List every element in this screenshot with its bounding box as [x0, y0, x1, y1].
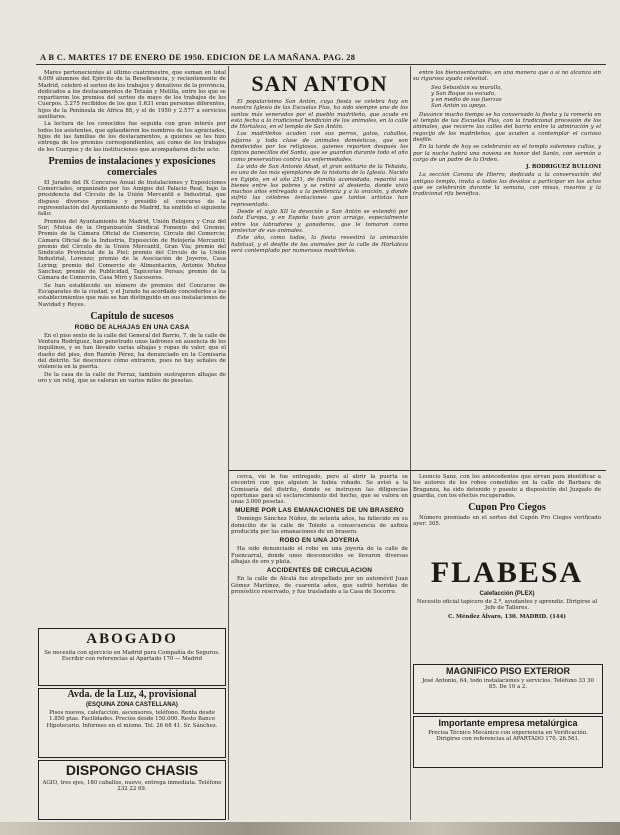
column-center-lower [231, 474, 408, 820]
scan-edge [0, 822, 620, 835]
article-paragraph: La sección Corona de Hierro, dedicada a la conservación del antiguo templo, invita a todos los devotos a participar en los actos que se celebrarán durante la semana, con misas, rosarios y la tradicional rifa benéfica. [413, 172, 601, 198]
headline-premios: Premios de instalaciones y exposiciones comerciales [48, 155, 216, 178]
column-right [413, 70, 601, 465]
article-paragraph: Este año, como todos, la fiesta revestirá la animación habitual, y el desfile de los animales por la calle de Hortaleza será contemplado por numerosos madrileños. [231, 235, 408, 254]
column-divider [410, 66, 411, 820]
article-paragraph: Duvance mucho tiempo se ha conservado la fiesta y la romería en el templo de las Escuelas Pías, con la tradicional procesión de los animales, que recorre las calles del barrio entre la admiración y el regocijo de los madrileños, que acuden a contemplar el curioso desfile. [413, 111, 601, 143]
article-paragraph: Se han establecido un número de premios del Concurso de Escaparates de la ciudad, y el Jurado ha acordado concederlos a los establecimientos que más se han distinguido en sus instalaciones de Navidad y Reyes. [38, 282, 226, 308]
ad-body: José Antonio, 64, todo instalaciones y servicios. Teléfono 33 30 85. De 10 a 2. [422, 678, 594, 691]
verse-line: y San Roque su escudo, [431, 90, 496, 97]
subheadline-joyeria: ROBO EN UNA JOYERIA [279, 537, 360, 545]
ad-flabesa [413, 556, 601, 660]
article-paragraph: Premios del Ayuntamiento de Madrid, Unión Relojera y Cruz del Sur; Mutua de la Organización Sindical Fomento del Gremio; Premio de la Cámara Oficial de Comercio, Círculo del Comercio; Cámara Oficial de la Industria, Exposición de Relojería Mercantil; premio del Círculo de la Unión Mercantil, Gran Vía; premio del Sindicato Provincial de la Piel; premio del Círculo de la Unión Industrial, Lorenzo; premio de la Asociación de Joyeros, Casa Loring; premio del Comercio de Alimentación, Antonio Muñoz Sánchez; premio de Publicidad, Tapicerías Persas; premio de la Cámara de Comercio, Casa Miró y Sucesores. [38, 218, 226, 282]
article-paragraph: El Jurado del IX Concurso Anual de Instalaciones y Exposiciones Comerciales, organizado por los Amigos del Palacio Real, bajo la presidencia del Círculo de la Unión Mercantil e Industrial, que dispuso diversos premios y presidió el concurso de la representación del Ayuntamiento de Madrid, ha emitido el siguiente fallo: [38, 179, 226, 218]
article-paragraph: En la tarde de hoy se celebrarán en el templo solemnes cultos, y por la noche habrá una novena en honor del Santo, con sermón a cargo de un padre de la Orden. [413, 144, 601, 163]
article-paragraph: Mares pertenecientes al último cuatrimestre, que suman en total 4.009 alumnos del Ejército de la Beneficencia, y recientemente de Madrid, celebró el sorteo de los trabajos y donativos de la provincia, dedicados a los destacamentos de Tetuán y Melilla, entre los que se repartieron los premios del sorteo de mayo de los trabajos de los Cuerpos. 3.275 recibidos de los que 1.631 eran personas diferentes, hijos de la Península de Africa 88, y el de 1950 y 2.577 a servicios auxiliares. [38, 70, 226, 121]
ad-title: MAGNIFICO PISO EXTERIOR [445, 666, 570, 676]
article-paragraph: Leoncio Sanz, con los antecedentes que sirvan para identificar a los autores de los robos cometidos en la calle de Barbara de Braganza, ha sido detenido y puesto a disposición del Juzgado de guardia, con los efectos recuperados. [413, 474, 601, 499]
verse-line: Sea Sebastián su muralla, [431, 84, 503, 91]
ad-title: FLABESA [430, 556, 584, 589]
verse-line: y en medio de sus fuerzas [431, 97, 502, 104]
running-header: A B C. MARTES 17 DE ENERO DE 1950. EDICION DE LA MAÑANA. PAG. 28 [40, 52, 356, 62]
headline-cupon: Cupon Pro Ciegos [468, 502, 546, 514]
section-rule [229, 470, 606, 471]
author-signature: J. RODRIGUEZ BULLONI [526, 164, 601, 171]
ad-title: DISPONGO CHASIS [65, 762, 199, 778]
article-paragraph: Desde el siglo XII la devoción a San Antón se extendió por toda Europa, y en España tuvo gran arraigo, especialmente entre los labradores y ganaderos, que le tomaron como protector de sus animales. [231, 209, 408, 234]
column-center [231, 70, 408, 465]
verse-line: San Antón su apoyo. [431, 103, 487, 110]
ad-body: Necesito oficial tapicero de 2.ª, ayudantes y aprendiz. Dirigirse al Jefe de Talleres. [416, 599, 598, 612]
article-paragraph: Domingo Sánchez Núñez, de setenta años, ha fallecido en su domicilio de la calle de Toledo a consecuencia de asfixia producida por las emanaciones de un brasero. [231, 516, 408, 536]
subheadline-robo: ROBO DE ALHAJAS EN UNA CASA [74, 323, 190, 331]
article-paragraph: Ha sido denunciado el robo en una joyería de la calle de Fuencarral, donde unos desconocidos se llevaron diversas alhajas de oro y plata. [231, 546, 408, 565]
column-divider [228, 66, 229, 820]
ad-address: C. Méndez Álvaro, 130. MADRID. (144) [448, 613, 566, 620]
ad-piso [413, 664, 603, 714]
ad-body: Se necesita con ejercicio en Madrid para Compañía de Seguros. Escribir con referencias al Apartado 170 — Madrid [44, 650, 220, 663]
article-paragraph: En la calle de Alcalá fue atropellado por un automóvil Juan Gómez Martínez, de cuarenta años, que sufrió heridas de pronóstico reservado, y fue trasladado a la Casa de Socorro. [231, 576, 408, 595]
verse-block [413, 85, 601, 110]
ad-body: Pisos nuevos, calefacción, ascensores, teléfono. Renta desde 1.850 ptas. Facilidades. Precios desde 150.000. Resto Banco Hipotecario. Informes en el mismo. Tel. 26 68 41. Sr. Sánchez. [46, 710, 218, 729]
article-paragraph: cerca, vio le fue entregado, pero al abrir la puerta se encontró con que alguien le había robado. Se avisó a la Comisaría del distrito, donde se instruyen las diligencias oportunas para el esclarecimiento del hecho, que se valora en unas 3.000 pesetas. [231, 474, 408, 506]
ad-title: Avda. de la Luz, 4, provisional [67, 689, 197, 700]
article-paragraph: Los madrileños acuden con sus perros, gatos, caballos, pájaros y toda clase de animales domésticos, que son bendecidos por los religiosos, quienes reparten después los típicos panecillos del Santo, que se guardan durante todo el año como preservativo contra las enfermedades. [231, 131, 408, 163]
article-paragraph: La lectura de los conocidos fue seguida con gran interés por todos los asistentes, que aplaudieron los nombres de los agraciados, hijos de las familias de los destacamentos, a quienes se les hizo entrega de los premios correspondientes, así como de los trabajos de los Cuerpos y de las instituciones que acompañaron dicho acto. [38, 121, 226, 153]
article-paragraph: El popularísimo San Antón, cuya fiesta se celebra hoy en nuestra Iglesia de las Escuelas Pías, ha sido siempre uno de los santos más venerados por el pueblo madrileño, que acude en esta fecha a la tradicional bendición de los animales, en la calle de Hortaleza, en el templo de San Antón. [231, 99, 408, 131]
article-paragraph: Número premiado en el sorteo del Cupón Pro Ciegos verificado ayer: 305. [413, 515, 601, 528]
ad-title: Importante empresa metalúrgica [438, 718, 578, 728]
article-title-san-anton: SAN ANTON [251, 71, 388, 96]
article-paragraph: entre los bienaventurados, en una manera que a sí no alcanza sin su rigurosa ayuda celestial. [413, 70, 601, 83]
ad-empresa [413, 716, 603, 768]
headline-sucesos: Capítulo de sucesos [90, 310, 174, 322]
ad-subtitle: Calefacción (PLEX) [479, 591, 535, 597]
ad-body: AGIO, tres ejes, 180 caballos, nuevo, entrega inmediata. Teléfono 232 22 69. [42, 780, 222, 793]
ad-chasis [38, 760, 226, 820]
ad-avda-luz [38, 688, 226, 758]
article-paragraph: En el piso sexto de la calle del General del Barrio, 7, de la calle de Ventura Rodríguez, han penetrado unos ladrones en ausencia de los inquilinos, y se han llevado varias alhajas y ropas de valor, que el dueño del piso, don Ramón Pérez, ha denunciado en la Comisaría del distrito. Se desconoce cómo entraron, pues no hay señales de violencia en la puerta. [38, 332, 226, 371]
column-left [38, 70, 226, 485]
column-right-lower [413, 474, 601, 552]
subheadline-muere: MUERE POR LAS EMANACIONES DE UN BRASERO [235, 507, 404, 515]
article-paragraph: La vida de San Antonio Abad, el gran solitario de la Tebaida, es una de las más ejemplares de la historia de la Iglesia. Nacido en Egipto, en el año 251, de familia acomodada, repartió sus bienes entre los pobres y se retiró al desierto, donde vivió muchos años entregado a la penitencia y a la oración, y donde sufrió las célebres tentaciones que tantos artistas han representado. [231, 163, 408, 208]
ad-title: ABOGADO [86, 631, 178, 647]
ad-subtitle: (ESQUINA ZONA CASTELLANA) [86, 702, 178, 708]
header-rule [36, 64, 606, 65]
subheadline-accidentes: ACCIDENTES DE CIRCULACION [266, 567, 373, 575]
article-paragraph: De la casa de la calle de Ferraz, también sustrajeron alhajas de oro y un reloj, que se valoran en varios miles de pesetas. [38, 371, 226, 384]
ad-body: Precisa Técnico Mecánico con experiencia en Verificación. Dirigirse con referencias al APARTADO 170. 26.561. [428, 730, 588, 743]
ad-abogado [38, 628, 226, 686]
